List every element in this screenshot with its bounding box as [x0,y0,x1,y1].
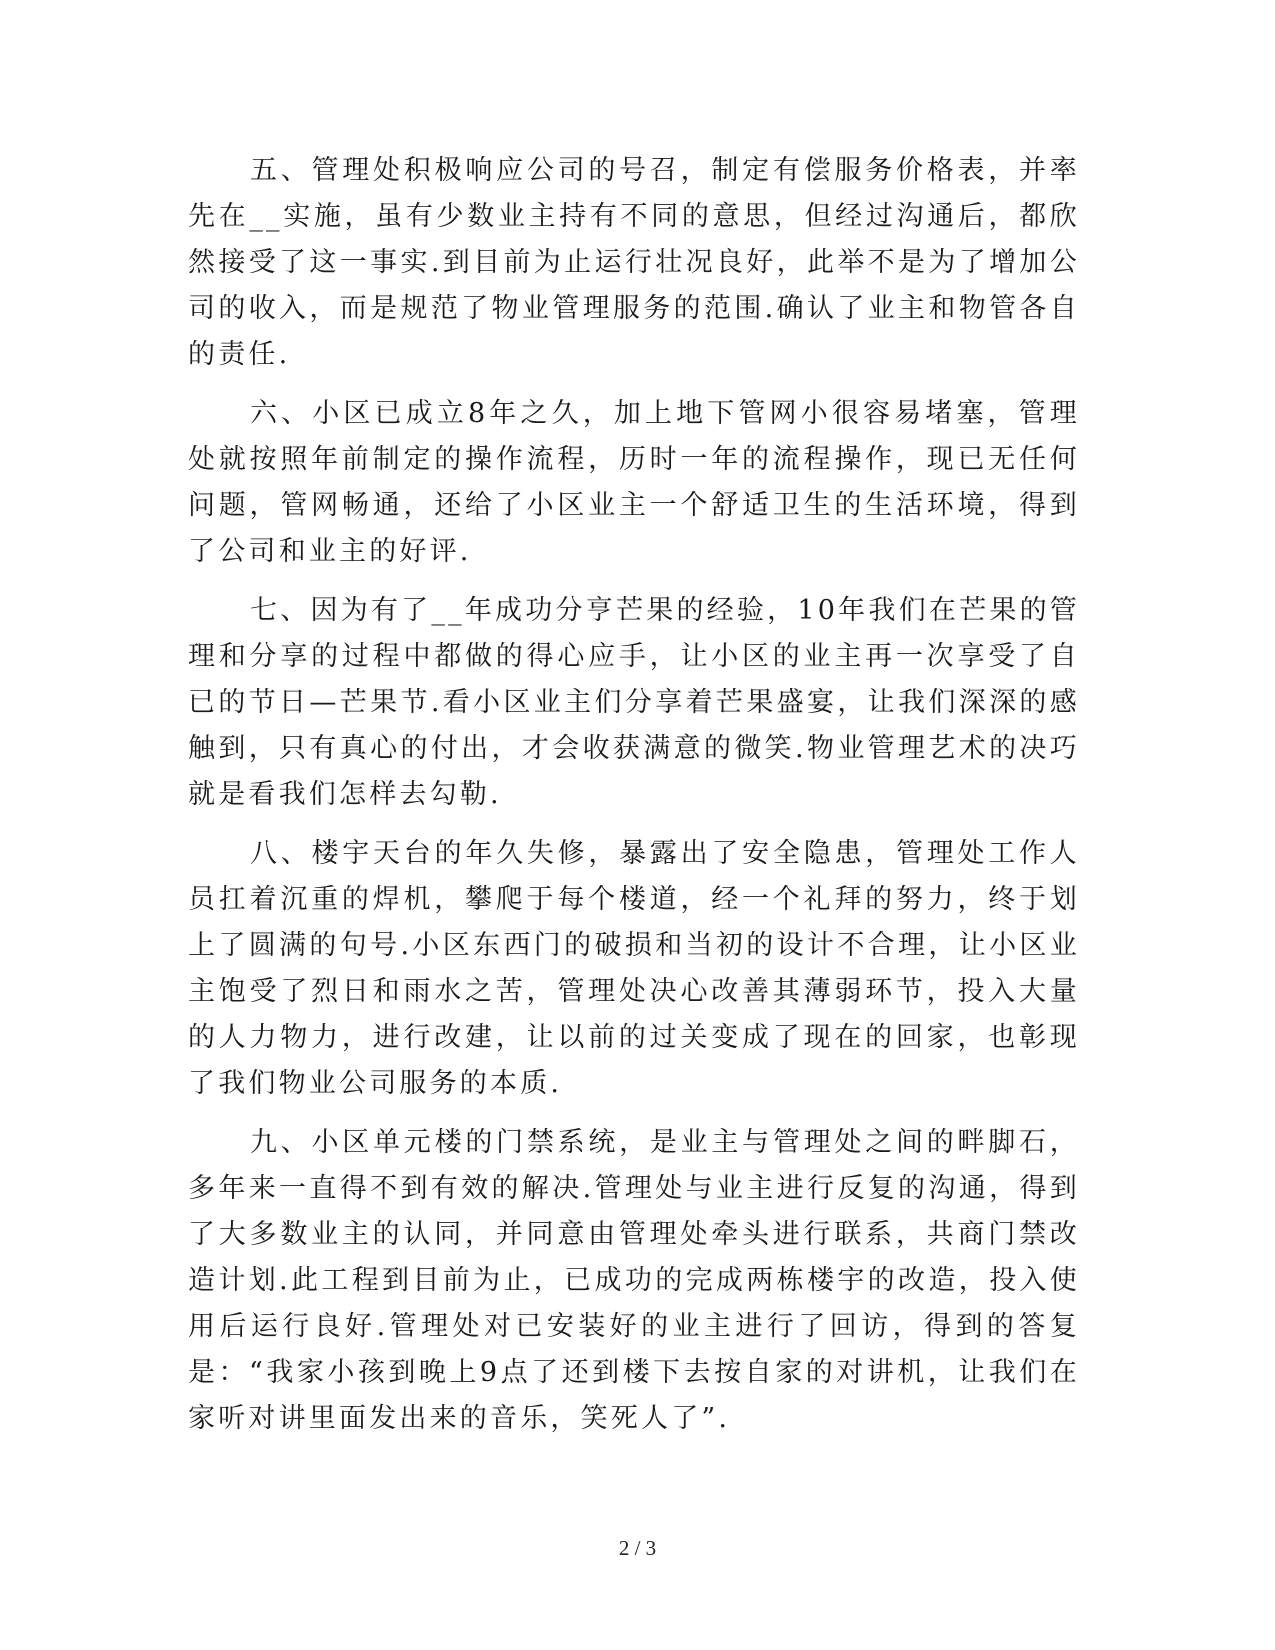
paragraph-6: 六、小区已成立8年之久，加上地下管网小很容易堵塞，管理处就按照年前制定的操作流程，历时一年的流程操作，现已无任何问题，管网畅通，还给了小区业主一个舒适卫生的生活环境，得到了公司和业主的好评. [188,398,1080,567]
page-number: 2 / 3 [618,1536,657,1560]
document-body [188,148,1080,1455]
paragraph-9: 九、小区单元楼的门禁系统，是业主与管理处之间的畔脚石，多年来一直得不到有效的解决.管理处与业主进行反复的沟通，得到了大多数业主的认同，并同意由管理处牵头进行联系，共商门禁改造计划.此工程到目前为止，已成功的完成两栋楼宇的改造，投入使用后运行良好.管理处对已安装好的业主进行了回访，得到的答复是：“我家小孩到晚上9点了还到楼下去按自家的对讲机，让我们在家听对讲里面发出来的音乐，笑死人了”. [188,1127,1080,1434]
paragraph-8: 八、楼宇天台的年久失修，暴露出了安全隐患，管理处工作人员扛着沉重的焊机，攀爬于每个楼道，经一个礼拜的努力，终于划上了圆满的句号.小区东西门的破损和当初的设计不合理，让小区业主饱受了烈日和雨水之苦，管理处决心改善其薄弱环节，投入大量的人力物力，进行改建，让以前的过关变成了现在的回家，也彰现了我们物业公司服务的本质. [188,838,1080,1099]
paragraph-7: 七、因为有了__年成功分亨芒果的经验，10年我们在芒果的管理和分享的过程中都做的得心应手，让小区的业主再一次享受了自已的节日—芒果节.看小区业主们分享着芒果盛宴，让我们深深的感触到，只有真心的付出，才会收获满意的微笑.物业管理艺术的决巧就是看我们怎样去勾勒. [188,595,1080,810]
paragraph-5: 五、管理处积极响应公司的号召，制定有偿服务价格表，并率先在__实施，虽有少数业主持有不同的意思，但经过沟通后，都欣然接受了这一事实.到目前为止运行壮况良好，此举不是为了增加公司的收入，而是规范了物业管理服务的范围.确认了业主和物管各自的责任. [188,155,1080,370]
